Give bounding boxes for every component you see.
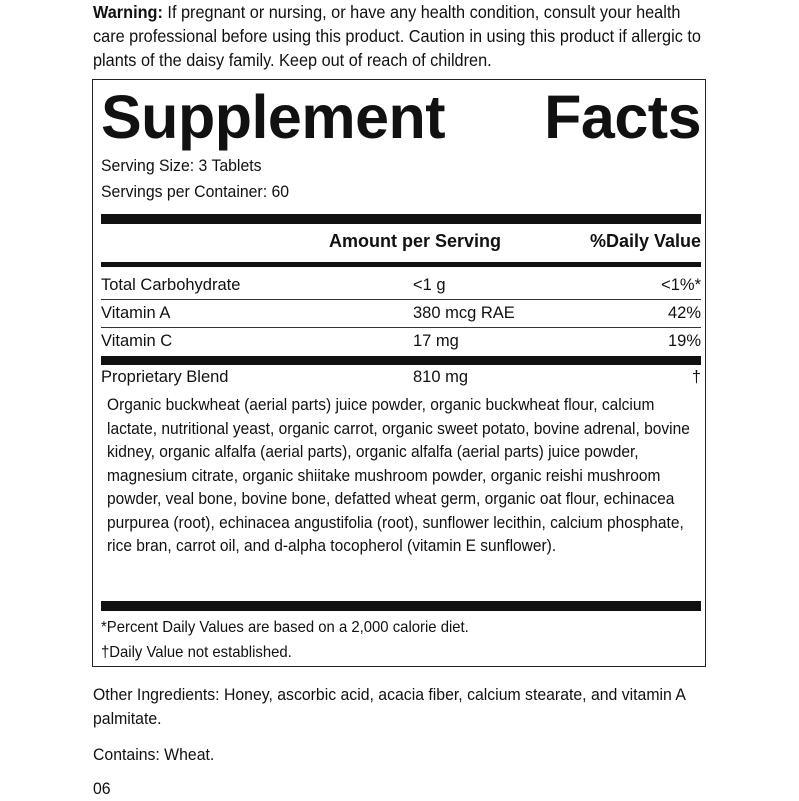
blend-ingredients: Organic buckwheat (aerial parts) juice powder, organic buckwheat flour, calcium lactate, nutritional yeast, organic carrot, organic sweet potato, bovine adrenal, bovine kidney, organic alfalfa (aerial parts), organic alfalfa (aerial parts) juice powder, magnesium citrate, organic shiitake mushroom powder, organic reishi mushroom powder, veal bone, bovine bone, defatted wheat germ, organic oat flour, echinacea purpurea (root), echinacea angustifolia (root), sunflower lecithin, calcium phosphate, rice bran, carrot oil, and d-alpha tocopherol (vitamin E sunflower). xyxy=(107,396,690,555)
header-daily-value: %Daily Value xyxy=(589,231,701,251)
warning-text xyxy=(93,0,707,72)
nutrient-row xyxy=(101,328,701,356)
nutrient-row xyxy=(101,272,701,300)
contains-allergens: Contains: Wheat. xyxy=(93,745,215,764)
supplement-facts-panel xyxy=(92,79,706,667)
nutrient-name: Total Carbohydrate xyxy=(101,276,241,294)
servings-per-container: Servings per Container: 60 xyxy=(101,182,290,201)
medium-divider xyxy=(101,262,701,267)
blend-row xyxy=(101,364,701,392)
nutrient-amount: 17 mg xyxy=(413,332,459,350)
header-amount: Amount per Serving xyxy=(329,231,502,251)
warning-label: Warning: xyxy=(93,2,163,22)
nutrient-amount: <1 g xyxy=(413,276,446,294)
nutrient-amount: 380 mcg RAE xyxy=(413,304,515,322)
nutrient-dv: 42% xyxy=(667,304,701,322)
nutrient-name: Vitamin A xyxy=(101,304,171,322)
product-code: 06 xyxy=(93,779,111,798)
footnote-dv-not-established: †Daily Value not established. xyxy=(101,644,292,661)
nutrient-dv: 19% xyxy=(667,332,701,350)
nutrient-row xyxy=(101,300,701,328)
nutrient-name: Vitamin C xyxy=(101,332,173,350)
blend-amount: 810 mg xyxy=(413,368,469,386)
footnote-percent-dv: *Percent Daily Values are based on a 2,000 calorie diet. xyxy=(101,619,469,636)
blend-dv: † xyxy=(691,368,701,386)
blend-name: Proprietary Blend xyxy=(101,368,229,386)
title-word-supplement: Supplement xyxy=(101,83,446,151)
nutrient-dv: <1%* xyxy=(661,276,701,294)
thick-divider xyxy=(101,601,701,611)
warning-body: If pregnant or nursing, or have any health condition, consult your health care professional before using this product. Caution in using this product if allergic to plants of the daisy family. Keep out of reach of children. xyxy=(93,2,701,70)
other-ingredients: Other Ingredients: Honey, ascorbic acid, acacia fiber, calcium stearate, and vitamin A palmitate. xyxy=(93,685,686,728)
thick-divider xyxy=(101,214,701,224)
title-word-facts: Facts xyxy=(544,83,701,151)
serving-size: Serving Size: 3 Tablets xyxy=(101,156,262,175)
panel-title xyxy=(101,80,701,154)
